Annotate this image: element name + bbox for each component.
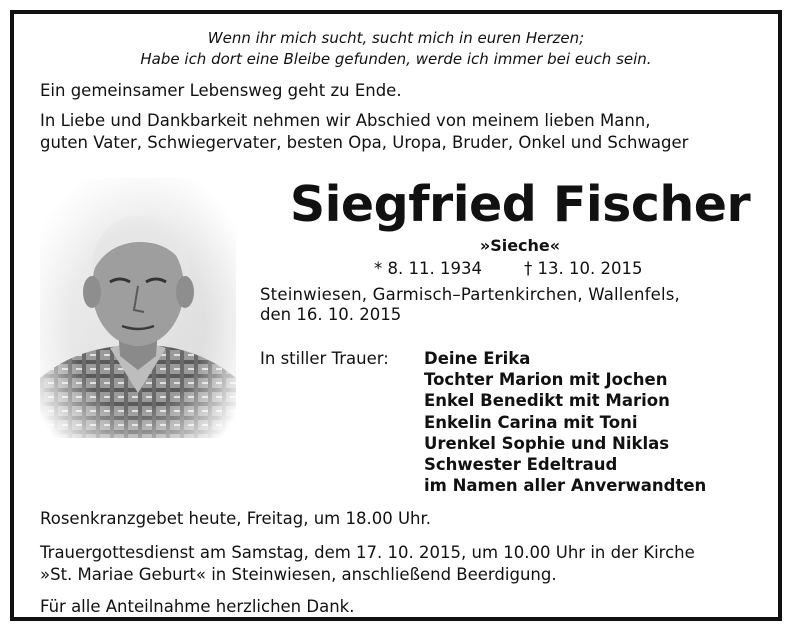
motto: [28, 28, 764, 70]
place-date-line-2: den 16. 10. 2015: [260, 305, 402, 324]
list-item: Tochter Marion mit Jochen: [424, 370, 668, 390]
list-item: im Namen aller Anverwandten: [424, 476, 707, 496]
portrait-photo: [40, 178, 236, 438]
birth-date: * 8. 11. 1934: [374, 259, 482, 278]
list-item: Schwester Edeltraud: [424, 455, 618, 475]
mourning-label: In stiller Trauer:: [260, 349, 389, 368]
mourners-list: [424, 348, 706, 496]
deceased-nickname: »Sieche«: [479, 236, 561, 255]
intro-text: Ein gemeinsamer Lebensweg geht zu Ende.: [40, 81, 402, 100]
death-date: † 13. 10. 2015: [524, 259, 643, 278]
thanks-text: Für alle Anteilnahme herzlichen Dank.: [40, 597, 355, 616]
motto-line-2: Habe ich dort eine Bleibe gefunden, werde ich immer bei euch sein.: [140, 50, 652, 68]
deceased-name: Siegfried Fischer: [289, 176, 751, 233]
place-line-1: Steinwiesen, Garmisch–Partenkirchen, Wallenfels,: [260, 285, 680, 304]
service-line-1: Trauergottesdienst am Samstag, dem 17. 10. 2015, um 10.00 Uhr in der Kirche: [40, 543, 695, 562]
obituary-frame: [10, 10, 782, 621]
rosary-notice: Rosenkranzgebet heute, Freitag, um 18.00 Uhr.: [40, 509, 432, 528]
farewell-line-2: guten Vater, Schwiegervater, besten Opa, Uropa, Bruder, Onkel und Schwager: [40, 133, 689, 152]
service-line-2: »St. Mariae Geburt« in Steinwiesen, anschließend Beerdigung.: [40, 565, 557, 584]
farewell-line-1: In Liebe und Dankbarkeit nehmen wir Abschied von meinem lieben Mann,: [40, 111, 651, 130]
list-item: Enkel Benedikt mit Marion: [424, 391, 670, 411]
motto-line-1: Wenn ihr mich sucht, sucht mich in euren Herzen;: [207, 29, 585, 47]
list-item: Enkelin Carina mit Toni: [424, 412, 638, 432]
list-item: Urenkel Sophie und Niklas: [424, 433, 670, 453]
list-item: Deine Erika: [424, 349, 531, 368]
